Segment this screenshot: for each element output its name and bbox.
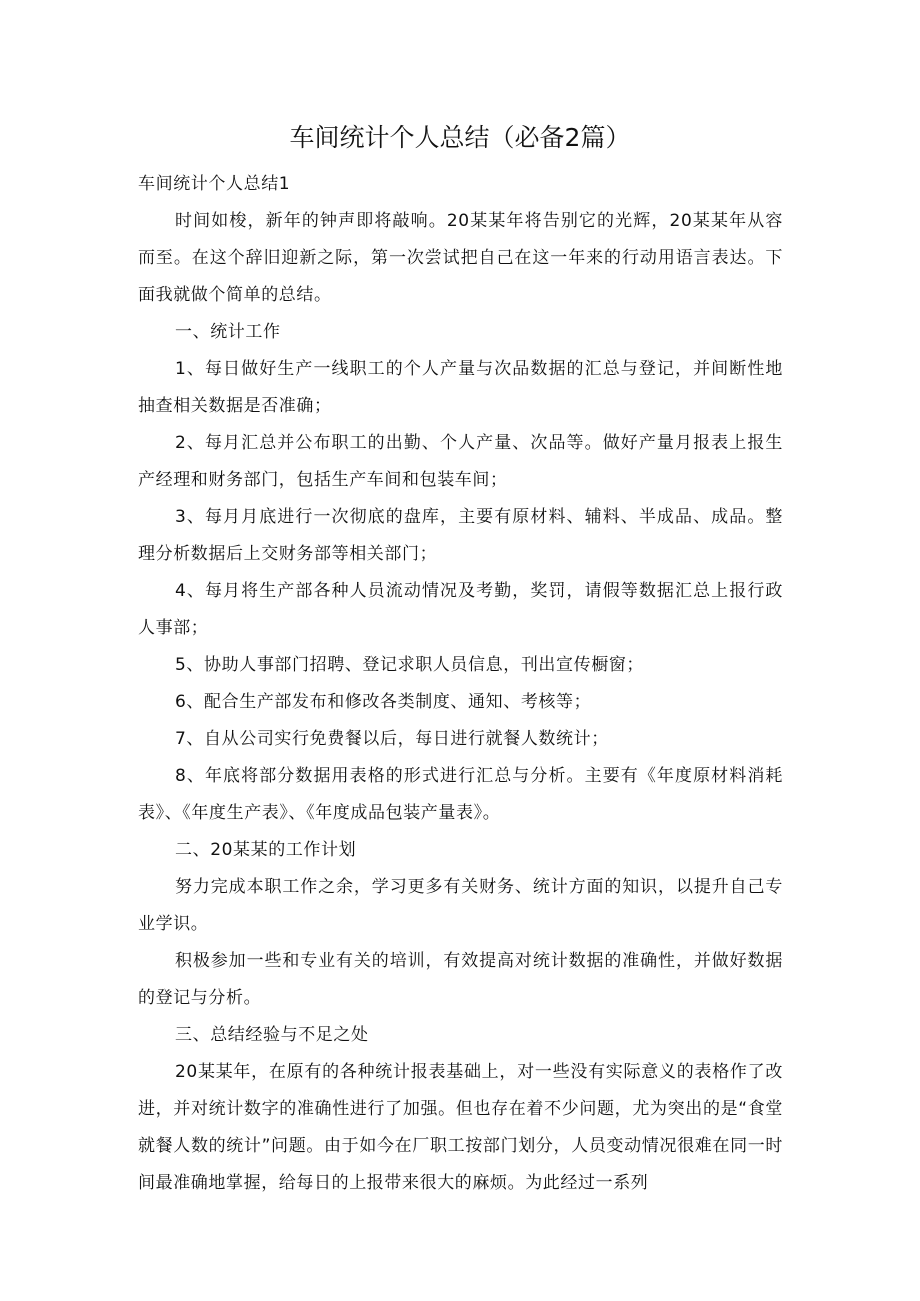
paragraph: 20某某年，在原有的各种统计报表基础上，对一些没有实际意义的表格作了改进，并对统计数字的准确性进行了加强。但也存在着不少问题，尤为突出的是“食堂就餐人数的统计”问题。由于如今在厂职工按部门划分，人员变动情况很难在同一时间最准确地掌握，给每日的上报带来很大的麻烦。为此经过一系列 [138, 1062, 783, 1193]
document-body [138, 166, 783, 1202]
paragraph: 时间如梭，新年的钟声即将敲响。20某某年将告别它的光辉，20某某年从容而至。在这个辞旧迎新之际，第一次尝试把自己在这一年来的行动用语言表达。下面我就做个简单的总结。 [138, 211, 783, 305]
list-item: 6、配合生产部发布和修改各类制度、通知、考核等； [175, 692, 592, 712]
paragraph: 积极参加一些和专业有关的培训，有效提高对统计数据的准确性，并做好数据的登记与分析。 [138, 951, 783, 1008]
section-heading: 车间统计个人总结1 [138, 174, 291, 194]
paragraph: 努力完成本职工作之余，学习更多有关财务、统计方面的知识，以提升自己专业学识。 [138, 877, 783, 934]
section-heading: 一、统计工作 [175, 322, 281, 342]
list-item: 8、年底将部分数据用表格的形式进行汇总与分析。主要有《年度原材料消耗表》、《年度生产表》、《年度成品包装产量表》。 [138, 766, 783, 823]
list-item: 2、每月汇总并公布职工的出勤、个人产量、次品等。做好产量月报表上报生产经理和财务部门，包括生产车间和包装车间； [138, 433, 783, 490]
section-heading: 二、20某某的工作计划 [175, 840, 357, 860]
document-title: 车间统计个人总结（必备2篇） [289, 123, 631, 152]
section-heading: 三、总结经验与不足之处 [175, 1025, 369, 1045]
list-item: 4、每月将生产部各种人员流动情况及考勤，奖罚，请假等数据汇总上报行政人事部； [138, 581, 783, 638]
list-item: 1、每日做好生产一线职工的个人产量与次品数据的汇总与登记，并间断性地抽查相关数据是否准确； [138, 359, 783, 416]
list-item: 7、自从公司实行免费餐以后，每日进行就餐人数统计； [175, 729, 609, 749]
list-item: 3、每月月底进行一次彻底的盘库，主要有原材料、辅料、半成品、成品。整理分析数据后上交财务部等相关部门； [138, 507, 783, 564]
list-item: 5、协助人事部门招聘、登记求职人员信息，刊出宣传橱窗； [175, 655, 645, 675]
